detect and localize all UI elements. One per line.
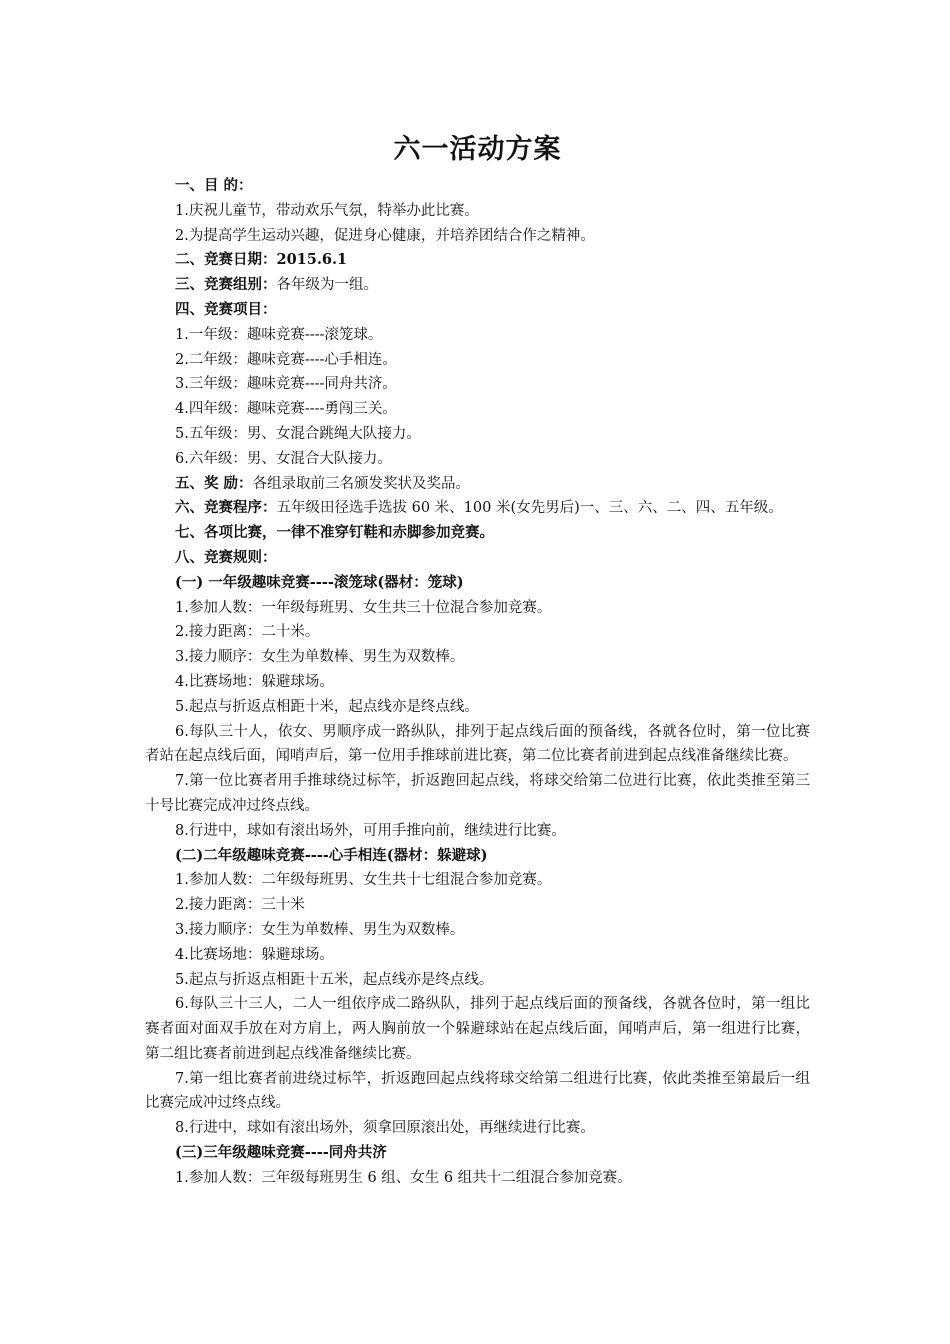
paragraph-heading: 五、奖 励： bbox=[175, 474, 253, 492]
document-paragraph bbox=[145, 447, 810, 472]
document-paragraph bbox=[145, 298, 810, 323]
document-paragraph bbox=[145, 992, 810, 1066]
document-paragraph bbox=[145, 918, 810, 943]
paragraph-text: 2.二年级：趣味竞赛----心手相连。 bbox=[175, 351, 397, 368]
document-paragraph bbox=[145, 943, 810, 968]
document-paragraph bbox=[145, 1116, 810, 1141]
paragraph-text: 5.起点与折返点相距十五米，起点线亦是终点线。 bbox=[175, 971, 494, 988]
document-paragraph bbox=[145, 174, 810, 199]
paragraph-text: 8.行进中，球如有滚出场外，可用手推向前，继续进行比赛。 bbox=[175, 822, 566, 839]
document-paragraph bbox=[145, 472, 810, 497]
paragraph-text: 8.行进中，球如有滚出场外，须拿回原滚出处，再继续进行比赛。 bbox=[175, 1120, 595, 1137]
document-paragraph bbox=[145, 1166, 810, 1191]
paragraph-text: 五年级田径选手选拔 60 米、100 米(女先男后)一、三、六、二、四、五年级。 bbox=[276, 500, 783, 517]
document-paragraph bbox=[145, 521, 810, 546]
paragraph-text: 7.第一组比赛者前进绕过标竿，折返跑回起点线将球交给第二组进行比赛，依此类推至第最后一组比赛完成冲过终点线。 bbox=[145, 1070, 810, 1112]
document-paragraph bbox=[145, 868, 810, 893]
paragraph-heading: (三)三年级趣味竞赛----同舟共济 bbox=[175, 1144, 387, 1162]
paragraph-heading: 八、竞赛规则： bbox=[175, 548, 277, 566]
document-paragraph bbox=[145, 596, 810, 621]
document-paragraph bbox=[145, 323, 810, 348]
document-paragraph bbox=[145, 224, 810, 249]
document-paragraph bbox=[145, 199, 810, 224]
document-title: 六一活动方案 bbox=[393, 134, 562, 165]
document-paragraph bbox=[145, 968, 810, 993]
paragraph-text: 3.接力顺序：女生为单数棒、男生为双数棒。 bbox=[175, 921, 465, 938]
paragraph-text: 6.每队三十三人，二人一组依序成二路纵队，排列于起点线后面的预备线，各就各位时，第一组比赛者面对面双手放在对方肩上，两人胸前放一个躲避球站在起点线后面，闻哨声后，第一组进行比赛，第二组比赛者前进到起点线准备继续比赛。 bbox=[145, 996, 810, 1062]
paragraph-heading: (一) 一年级趣味竞赛----滚笼球(器材：笼球) bbox=[175, 573, 464, 591]
paragraph-heading: 一、目 的： bbox=[175, 177, 253, 194]
document-paragraph bbox=[145, 720, 810, 770]
paragraph-text: 6.六年级：男、女混合大队接力。 bbox=[175, 450, 392, 467]
document-page bbox=[145, 128, 810, 1191]
document-paragraph bbox=[145, 273, 810, 298]
paragraph-text: 1.参加人数：三年级每班男生 6 组、女生 6 组共十二组混合参加竞赛。 bbox=[175, 1169, 632, 1186]
document-paragraph bbox=[145, 248, 810, 273]
paragraph-heading: 三、竞赛组别： bbox=[175, 276, 277, 294]
document-paragraph bbox=[145, 819, 810, 844]
paragraph-text: 各组录取前三名颁发奖状及奖品。 bbox=[252, 475, 471, 492]
document-paragraph bbox=[145, 1067, 810, 1117]
paragraph-heading: (二)二年级趣味竞赛----心手相连(器材：躲避球) bbox=[175, 846, 488, 864]
paragraph-text: 2.为提高学生运动兴趣，促进身心健康，并培养团结合作之精神。 bbox=[175, 227, 595, 244]
document-paragraph bbox=[145, 695, 810, 720]
paragraph-heading: 七、各项比赛，一律不准穿钉鞋和赤脚参加竞赛。 bbox=[175, 524, 494, 542]
paragraph-text: 1.庆祝儿童节，带动欢乐气氛，特举办此比赛。 bbox=[175, 202, 479, 219]
document-paragraph bbox=[145, 422, 810, 447]
document-paragraph bbox=[145, 670, 810, 695]
document-paragraph bbox=[145, 397, 810, 422]
paragraph-heading: 四、竞赛项目： bbox=[175, 300, 277, 318]
paragraph-text: 4.比赛场地：躲避球场。 bbox=[175, 946, 334, 963]
paragraph-text: 各年级为一组。 bbox=[276, 277, 378, 294]
paragraph-text: 5.五年级：男、女混合跳绳大队接力。 bbox=[175, 425, 421, 442]
paragraph-text: 3.三年级：趣味竞赛----同舟共济。 bbox=[175, 376, 397, 393]
paragraph-text: 6.每队三十人，依女、男顺序成一路纵队，排列于起点线后面的预备线，各就各位时，第一位比赛者站在起点线后面，闻哨声后，第一位用手推球前进比赛，第二位比赛者前进到起点线准备继续比赛。 bbox=[145, 723, 810, 765]
document-paragraph bbox=[145, 546, 810, 571]
document-paragraph bbox=[145, 1141, 810, 1166]
document-paragraph bbox=[145, 348, 810, 373]
paragraph-text: 1.参加人数：二年级每班男、女生共十七组混合参加竞赛。 bbox=[175, 872, 552, 889]
document-paragraph bbox=[145, 645, 810, 670]
paragraph-text: 3.接力顺序：女生为单数棒、男生为双数棒。 bbox=[175, 649, 465, 666]
document-paragraph bbox=[145, 571, 810, 596]
paragraph-heading: 二、竞赛日期：2015.6.1 bbox=[175, 251, 348, 269]
document-paragraph bbox=[145, 372, 810, 397]
paragraph-text: 7.第一位比赛者用手推球绕过标竿，折返跑回起点线，将球交给第二位进行比赛，依此类推至第三十号比赛完成冲过终点线。 bbox=[145, 773, 810, 814]
document-paragraph bbox=[145, 496, 810, 521]
document-paragraph bbox=[145, 620, 810, 645]
paragraph-text: 1.参加人数：一年级每班男、女生共三十位混合参加竞赛。 bbox=[175, 599, 552, 616]
paragraph-text: 2.接力距离：三十米 bbox=[175, 897, 305, 914]
paragraph-text: 1.一年级：趣味竞赛----滚笼球。 bbox=[175, 326, 383, 343]
paragraph-text: 2.接力距离：二十米。 bbox=[175, 624, 320, 641]
document-paragraph bbox=[145, 769, 810, 819]
document-paragraph bbox=[145, 844, 810, 869]
paragraph-text: 5.起点与折返点相距十米，起点线亦是终点线。 bbox=[175, 698, 479, 715]
paragraph-text: 4.比赛场地：躲避球场。 bbox=[175, 673, 334, 690]
document-body bbox=[145, 174, 810, 1191]
paragraph-text: 4.四年级：趣味竞赛----勇闯三关。 bbox=[175, 401, 397, 418]
document-paragraph bbox=[145, 893, 810, 918]
paragraph-heading: 六、竞赛程序： bbox=[175, 499, 277, 517]
